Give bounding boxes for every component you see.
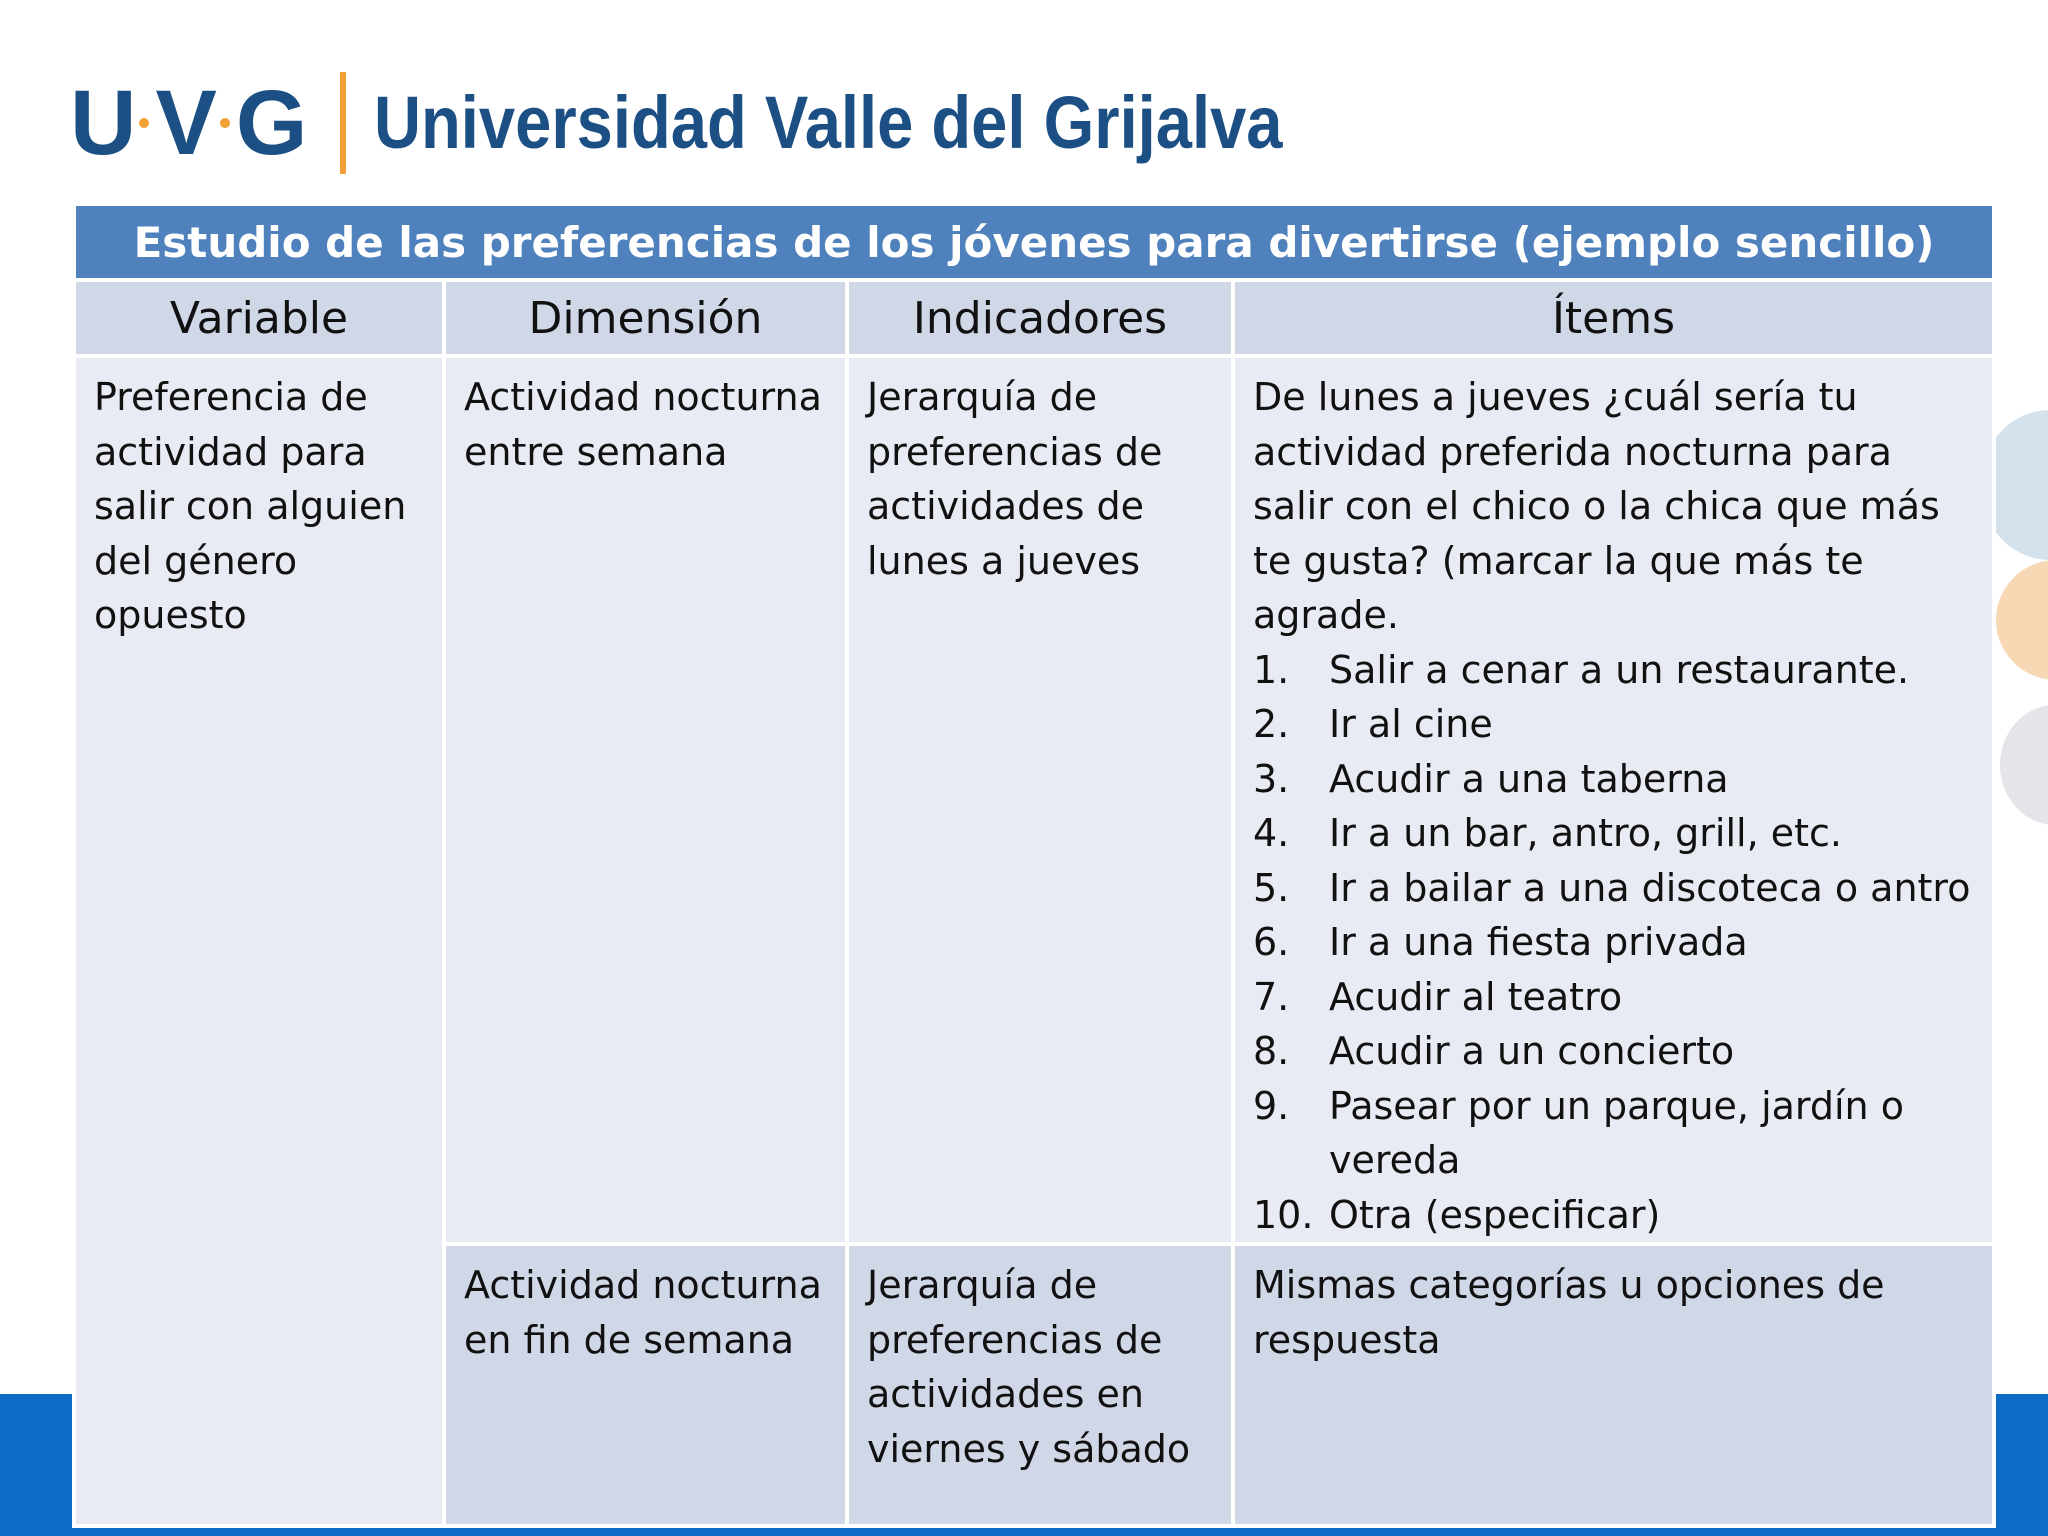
items-intro: De lunes a jueves ¿cuál sería tu actividad preferida nocturna para salir con el chico o la chica que más te gusta? (marcar la que más te agrade. xyxy=(1253,375,1940,637)
university-name: Universidad Valle del Grijalva xyxy=(374,81,1283,164)
logo-divider xyxy=(340,72,346,174)
list-item: 7. Acudir al teatro xyxy=(1253,974,1623,1019)
logo-dot-icon xyxy=(139,118,149,128)
dimension-text: Actividad nocturna entre semana xyxy=(464,375,822,474)
list-item: 6. Ir a una fiesta privada xyxy=(1253,920,1748,964)
decorative-orange-shape xyxy=(1996,560,2048,680)
dimension-cell xyxy=(444,1244,847,1526)
list-item: 8. Acudir a un concierto xyxy=(1253,1029,1735,1073)
column-header-dimension: Dimensión xyxy=(444,280,847,356)
column-header-variable: Variable xyxy=(74,280,444,356)
indicator-text: Jerarquía de preferencias de actividades de lunes a jueves xyxy=(867,375,1163,583)
list-item: 3. Acudir a una taberna xyxy=(1253,756,1729,801)
items-cell xyxy=(1233,356,1994,1244)
variable-text: Preferencia de actividad para salir con alguien del género opuesto xyxy=(94,375,407,637)
list-item: 1. Salir a cenar a un restaurante. xyxy=(1253,647,1910,692)
dimension-text: Actividad nocturna en fin de semana xyxy=(464,1263,822,1362)
items-text: Mismas categorías u opciones de respuesta xyxy=(1253,1263,1885,1362)
dimension-cell xyxy=(444,356,847,1244)
items-list xyxy=(1253,643,1976,1243)
indicator-text: Jerarquía de preferencias de actividades en viernes y sábado xyxy=(867,1263,1191,1471)
items-cell xyxy=(1233,1244,1994,1526)
list-item: 9. Pasear por un parque, jardín o vereda xyxy=(1253,1083,1904,1182)
list-item: 10. Otra (especificar) xyxy=(1253,1192,1661,1237)
table-title: Estudio de las preferencias de los jóvenes para divertirse (ejemplo sencillo) xyxy=(74,204,1994,280)
uvg-logo-mark: U V G xyxy=(70,72,305,174)
operationalization-table xyxy=(72,202,1996,1528)
logo-dot-icon xyxy=(220,118,230,128)
university-logo xyxy=(70,68,1407,178)
indicator-cell xyxy=(847,1244,1233,1526)
column-header-indicators: Indicadores xyxy=(847,280,1233,356)
column-header-items: Ítems xyxy=(1233,280,1994,356)
items-content xyxy=(1235,358,1992,1242)
variable-cell xyxy=(74,356,444,1526)
list-item: 4. Ir a un bar, antro, grill, etc. xyxy=(1253,811,1842,855)
decorative-gray-shape xyxy=(2000,705,2048,825)
indicator-cell xyxy=(847,356,1233,1244)
list-item: 5. Ir a bailar a una discoteca o antro xyxy=(1253,865,1971,910)
list-item: 2. Ir al cine xyxy=(1253,702,1493,746)
